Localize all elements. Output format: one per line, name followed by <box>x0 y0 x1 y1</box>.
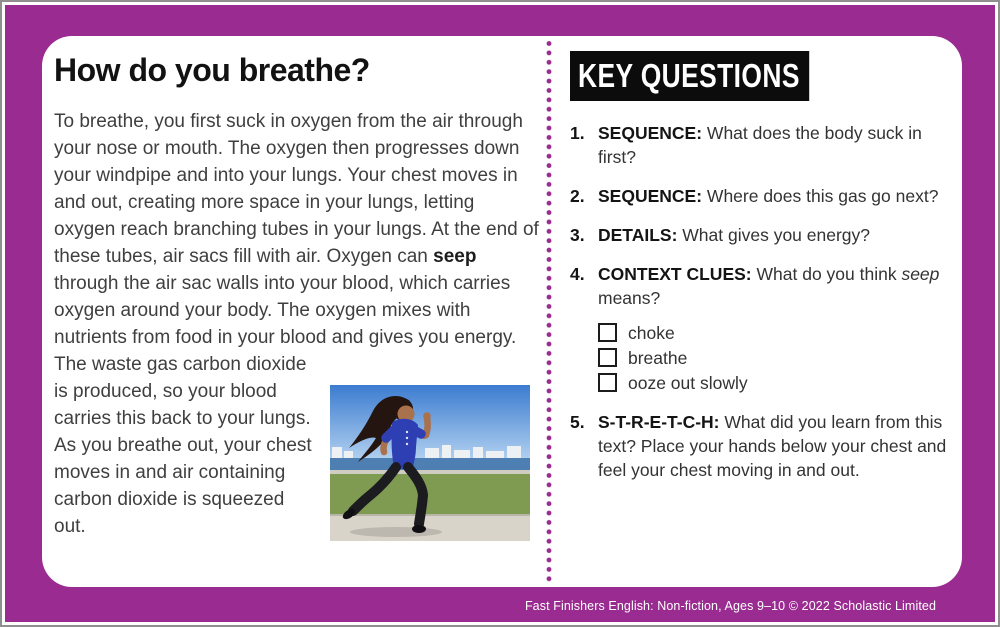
question-5 <box>570 410 952 482</box>
option-row <box>598 370 952 395</box>
seep-bold-word: seep <box>433 246 477 267</box>
question-2 <box>570 184 952 208</box>
question-text: DETAILS: What gives you energy? <box>598 225 871 245</box>
question-list <box>570 121 952 482</box>
checkbox-icon[interactable] <box>598 373 617 392</box>
question-4 <box>570 262 952 395</box>
option-row <box>598 320 952 345</box>
question-3 <box>570 223 952 247</box>
question-text: SEQUENCE: What does the body suck in first? <box>598 123 922 167</box>
article-column <box>54 52 540 541</box>
seep-italic-word: seep <box>901 264 940 284</box>
key-questions-heading-label: KEY QUESTIONS <box>578 57 800 94</box>
option-label: ooze out slowly <box>628 372 748 393</box>
body-text-after-seep: through the air sac walls into your blood, which carries oxygen around your body. The oxygen mixes with nutrients from food in your blood and gives you energy. The waste gas carbon dioxide <box>54 273 517 375</box>
dotted-divider <box>546 39 552 584</box>
checkbox-icon[interactable] <box>598 323 617 342</box>
body-text-before-seep: To breathe, you first suck in oxygen from the air through your nose or mouth. The oxygen then progresses down your windpipe and into your lungs. Your chest moves in and out, creating more space in your lungs, letting oxygen reach branching tubes in your lungs. At the end of these tubes, air sacs fill with air. Oxygen can <box>54 111 539 267</box>
option-label: breathe <box>628 347 688 368</box>
checkbox-icon[interactable] <box>598 348 617 367</box>
page-title: How do you breathe? <box>54 52 370 88</box>
question-number: 3. <box>570 225 585 245</box>
question-text: S-T-R-E-T-C-H: What did you learn from this text? Place your hands below your chest and feel your chest moving in and out. <box>598 412 947 480</box>
article-paragraph <box>54 108 540 378</box>
article-paragraph-continued: is produced, so your blood carries this back to your lungs. As you breathe out, your chest moves in and air containing carbon dioxide is squeezed out. <box>54 381 312 537</box>
question-number: 4. <box>570 264 585 284</box>
question-number: 2. <box>570 186 585 206</box>
key-questions-heading <box>570 51 809 101</box>
text-and-photo-row <box>54 378 540 541</box>
footer-credit: Fast Finishers English: Non-fiction, Ages 9–10 © 2022 Scholastic Limited <box>524 599 936 613</box>
option-label: choke <box>628 322 675 343</box>
question-text: CONTEXT CLUES: What do you think seep means? choke breathe ooze out slowly <box>598 262 952 395</box>
question-text: SEQUENCE: Where does this gas go next? <box>598 186 939 206</box>
question-1 <box>570 121 952 169</box>
option-row <box>598 345 952 370</box>
key-questions-column <box>570 51 952 497</box>
answer-options <box>598 320 952 395</box>
content-card <box>42 36 962 587</box>
girl-running-photo <box>330 385 530 541</box>
question-number: 1. <box>570 123 585 143</box>
question-number: 5. <box>570 412 585 432</box>
